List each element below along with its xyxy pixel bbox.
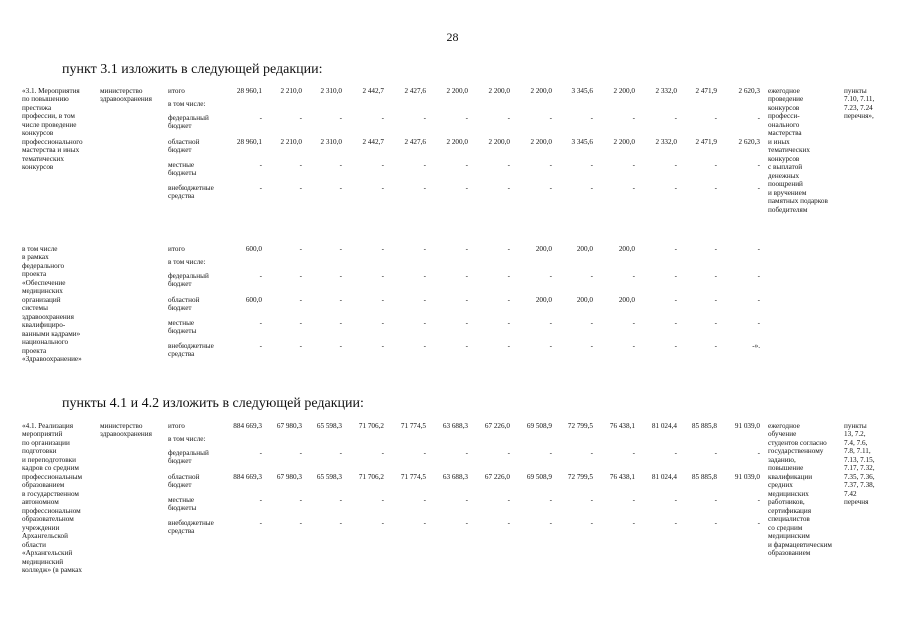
amount-cell: -: [465, 296, 468, 304]
amount-cell: 2 471,9: [695, 87, 717, 95]
funding-source: местные бюджеты: [168, 161, 197, 178]
amount-cell: 67 226,0: [484, 473, 510, 481]
amount-cell: 71 774,5: [400, 422, 426, 430]
amount-cell: -: [465, 245, 468, 253]
amount-cell: -: [590, 519, 593, 527]
amount-cell: 85 885,8: [691, 422, 717, 430]
amount-cell: 2 471,9: [695, 138, 717, 146]
funding-source: в том числе:: [168, 100, 206, 108]
amount-cell: -: [549, 319, 552, 327]
funding-source: в том числе:: [168, 258, 206, 266]
amount-cell: -: [339, 245, 342, 253]
amount-cell: -: [549, 272, 552, 280]
amount-cell: -: [757, 161, 760, 169]
amount-cell: -: [339, 449, 342, 457]
amount-cell: -: [299, 342, 302, 350]
funding-source: федеральный бюджет: [168, 272, 209, 289]
amount-cell: -: [549, 496, 552, 504]
table-row: [22, 342, 902, 366]
amount-cell: -: [674, 114, 677, 122]
amount-cell: -: [507, 245, 510, 253]
amount-cell: -: [423, 161, 426, 169]
amount-cell: -: [632, 496, 635, 504]
table-row: [22, 319, 902, 343]
amount-cell: -: [674, 319, 677, 327]
amount-cell: -: [299, 296, 302, 304]
table-row: [22, 496, 902, 520]
executor: министерство здравоохранения: [100, 422, 152, 439]
amount-cell: 200,0: [535, 245, 552, 253]
amount-cell: 91 039,0: [734, 473, 760, 481]
amount-cell: 2 427,6: [404, 87, 426, 95]
amount-cell: -: [465, 342, 468, 350]
amount-cell: -: [549, 519, 552, 527]
amount-cell: -: [507, 449, 510, 457]
amount-cell: -: [632, 272, 635, 280]
amount-cell: 2 200,0: [488, 138, 510, 146]
amount-cell: -: [632, 449, 635, 457]
amount-cell: -: [259, 449, 262, 457]
amount-cell: -: [465, 496, 468, 504]
section-heading-4-1: пункты 4.1 и 4.2 изложить в следующей редакции:: [62, 396, 364, 411]
amount-cell: -: [339, 296, 342, 304]
executor: министерство здравоохранения: [100, 87, 152, 104]
amount-cell: 28 960,1: [236, 87, 262, 95]
amount-cell: -: [549, 342, 552, 350]
amount-cell: -: [507, 184, 510, 192]
amount-cell: -: [590, 272, 593, 280]
amount-cell: -: [549, 449, 552, 457]
amount-cell: -: [339, 272, 342, 280]
amount-cell: 63 688,3: [442, 473, 468, 481]
funding-source: в том числе:: [168, 435, 206, 443]
amount-cell: 2 200,0: [613, 87, 635, 95]
table-row: [22, 473, 902, 497]
funding-source: областной бюджет: [168, 296, 200, 313]
amount-cell: -: [299, 319, 302, 327]
expected-result: ежегодное проведение конкурсов професси- онального мастерства и иных тематических конкурсов с выплатой денежных поощрений и вручением памятных подарков победителям: [768, 87, 828, 214]
amount-cell: -: [299, 114, 302, 122]
activity-name: «4.1. Реализация мероприятий по организации подготовки и переподготовки кадров со средним профессиональным образованием в государственном автономном профессиональном образовательном учреждении Архангельской области «Архангельский медицинский колледж» (в рамках: [22, 422, 83, 575]
amount-cell: -: [590, 161, 593, 169]
amount-cell: -: [381, 519, 384, 527]
amount-cell: 67 980,3: [276, 473, 302, 481]
amount-cell: -: [259, 496, 262, 504]
amount-cell: 884 669,3: [233, 422, 262, 430]
amount-cell: 76 438,1: [609, 473, 635, 481]
table-row: [22, 184, 902, 208]
amount-cell: -: [590, 319, 593, 327]
amount-cell: -: [674, 496, 677, 504]
amount-cell: -: [714, 272, 717, 280]
funding-source: итого: [168, 87, 185, 95]
funding-source: федеральный бюджет: [168, 449, 209, 466]
amount-cell: 200,0: [618, 296, 635, 304]
amount-cell: 72 799,5: [567, 473, 593, 481]
amount-cell: -: [757, 184, 760, 192]
amount-cell: 600,0: [245, 296, 262, 304]
amount-cell: -: [299, 161, 302, 169]
amount-cell: 3 345,6: [571, 87, 593, 95]
amount-cell: -: [381, 161, 384, 169]
page-number: 28: [446, 30, 459, 44]
amount-cell: -: [632, 342, 635, 350]
amount-cell: -: [339, 342, 342, 350]
amount-cell: -: [674, 272, 677, 280]
reference: пункты 7.10, 7.11, 7.23, 7.24 перечня»,: [844, 87, 875, 121]
amount-cell: -: [299, 184, 302, 192]
amount-cell: -: [423, 272, 426, 280]
amount-cell: -: [299, 449, 302, 457]
table-row: [22, 272, 902, 296]
amount-cell: -: [590, 449, 593, 457]
funding-source: внебюджетные средства: [168, 519, 214, 536]
amount-cell: -: [507, 114, 510, 122]
amount-cell: -».: [752, 342, 760, 350]
amount-cell: 2 200,0: [488, 87, 510, 95]
amount-cell: -: [423, 519, 426, 527]
amount-cell: -: [674, 342, 677, 350]
amount-cell: 2 210,0: [280, 87, 302, 95]
funding-source: внебюджетные средства: [168, 184, 214, 201]
amount-cell: -: [423, 342, 426, 350]
amount-cell: -: [381, 319, 384, 327]
amount-cell: -: [757, 519, 760, 527]
amount-cell: -: [674, 245, 677, 253]
amount-cell: 2 310,0: [320, 87, 342, 95]
amount-cell: -: [757, 272, 760, 280]
amount-cell: -: [423, 114, 426, 122]
amount-cell: 2 442,7: [362, 138, 384, 146]
reference: пункты 13, 7.2, 7.4, 7.6, 7.8, 7.11, 7.13, 7.15, 7.17, 7.32, 7.35, 7.36, 7.37, 7.38, 7.42 перечня: [844, 422, 875, 507]
amount-cell: -: [259, 184, 262, 192]
amount-cell: -: [339, 519, 342, 527]
amount-cell: -: [423, 296, 426, 304]
amount-cell: -: [507, 319, 510, 327]
amount-cell: 2 442,7: [362, 87, 384, 95]
amount-cell: 67 226,0: [484, 422, 510, 430]
amount-cell: 2 210,0: [280, 138, 302, 146]
funding-source: внебюджетные средства: [168, 342, 214, 359]
amount-cell: 2 200,0: [446, 138, 468, 146]
amount-cell: 2 332,0: [655, 138, 677, 146]
amount-cell: -: [632, 519, 635, 527]
amount-cell: -: [465, 449, 468, 457]
expected-result: ежегодное обучение студентов согласно государственному заданию, повышение квалификации средних медицинских работников, сертификация специалистов со средним медицинским и фармацевтическим образованием: [768, 422, 832, 558]
amount-cell: -: [259, 519, 262, 527]
amount-cell: -: [590, 184, 593, 192]
funding-source: областной бюджет: [168, 473, 200, 490]
amount-cell: -: [549, 184, 552, 192]
amount-cell: -: [465, 161, 468, 169]
amount-cell: 600,0: [245, 245, 262, 253]
amount-cell: -: [632, 114, 635, 122]
amount-cell: -: [259, 114, 262, 122]
table-row: [22, 161, 902, 185]
amount-cell: -: [714, 245, 717, 253]
amount-cell: 85 885,8: [691, 473, 717, 481]
amount-cell: -: [259, 319, 262, 327]
table-row: [22, 114, 902, 138]
amount-cell: -: [757, 496, 760, 504]
amount-cell: -: [632, 161, 635, 169]
amount-cell: 200,0: [618, 245, 635, 253]
amount-cell: -: [757, 245, 760, 253]
amount-cell: -: [549, 114, 552, 122]
amount-cell: -: [757, 296, 760, 304]
amount-cell: -: [757, 114, 760, 122]
amount-cell: -: [632, 184, 635, 192]
amount-cell: -: [299, 272, 302, 280]
amount-cell: 2 310,0: [320, 138, 342, 146]
amount-cell: -: [714, 184, 717, 192]
amount-cell: -: [714, 342, 717, 350]
amount-cell: 2 332,0: [655, 87, 677, 95]
amount-cell: 28 960,1: [236, 138, 262, 146]
amount-cell: 2 200,0: [613, 138, 635, 146]
amount-cell: -: [507, 296, 510, 304]
amount-cell: -: [714, 519, 717, 527]
amount-cell: -: [590, 114, 593, 122]
amount-cell: -: [674, 184, 677, 192]
amount-cell: -: [507, 496, 510, 504]
amount-cell: -: [259, 161, 262, 169]
amount-cell: 69 508,9: [526, 422, 552, 430]
amount-cell: -: [507, 342, 510, 350]
amount-cell: -: [465, 114, 468, 122]
amount-cell: -: [381, 449, 384, 457]
amount-cell: -: [381, 272, 384, 280]
amount-cell: 72 799,5: [567, 422, 593, 430]
amount-cell: 2 620,3: [738, 138, 760, 146]
table-row: [22, 449, 902, 473]
amount-cell: 71 706,2: [358, 422, 384, 430]
amount-cell: -: [757, 319, 760, 327]
amount-cell: -: [381, 496, 384, 504]
amount-cell: -: [507, 519, 510, 527]
amount-cell: 65 598,3: [316, 473, 342, 481]
amount-cell: -: [714, 114, 717, 122]
amount-cell: -: [423, 449, 426, 457]
amount-cell: 81 024,4: [651, 422, 677, 430]
amount-cell: -: [423, 184, 426, 192]
amount-cell: 884 669,3: [233, 473, 262, 481]
table-row: [22, 519, 902, 543]
amount-cell: -: [423, 245, 426, 253]
amount-cell: -: [465, 319, 468, 327]
amount-cell: -: [339, 161, 342, 169]
amount-cell: -: [299, 496, 302, 504]
amount-cell: -: [674, 449, 677, 457]
amount-cell: -: [423, 319, 426, 327]
amount-cell: 81 024,4: [651, 473, 677, 481]
amount-cell: 2 200,0: [446, 87, 468, 95]
amount-cell: -: [381, 114, 384, 122]
amount-cell: -: [590, 496, 593, 504]
amount-cell: 3 345,6: [571, 138, 593, 146]
activity-name: «3.1. Мероприятия по повышению престижа профессии, в том числе проведение конкурсов профессионального мастерства и иных тематических конкурсов: [22, 87, 83, 172]
funding-source: федеральный бюджет: [168, 114, 209, 131]
amount-cell: -: [299, 519, 302, 527]
amount-cell: -: [674, 519, 677, 527]
amount-cell: 2 200,0: [530, 87, 552, 95]
amount-cell: -: [339, 319, 342, 327]
amount-cell: -: [339, 184, 342, 192]
amount-cell: -: [259, 272, 262, 280]
table-row: [22, 296, 902, 320]
amount-cell: -: [714, 496, 717, 504]
amount-cell: -: [507, 272, 510, 280]
amount-cell: -: [465, 184, 468, 192]
funding-source: местные бюджеты: [168, 319, 197, 336]
amount-cell: -: [299, 245, 302, 253]
amount-cell: -: [339, 496, 342, 504]
amount-cell: -: [423, 496, 426, 504]
amount-cell: 76 438,1: [609, 422, 635, 430]
table-row: [22, 138, 902, 162]
amount-cell: -: [632, 319, 635, 327]
funding-source: областной бюджет: [168, 138, 200, 155]
amount-cell: 200,0: [576, 296, 593, 304]
amount-cell: -: [339, 114, 342, 122]
amount-cell: 2 200,0: [530, 138, 552, 146]
amount-cell: -: [381, 245, 384, 253]
amount-cell: -: [674, 296, 677, 304]
amount-cell: -: [714, 296, 717, 304]
amount-cell: -: [259, 342, 262, 350]
amount-cell: 65 598,3: [316, 422, 342, 430]
amount-cell: 2 620,3: [738, 87, 760, 95]
amount-cell: -: [714, 449, 717, 457]
funding-source: местные бюджеты: [168, 496, 197, 513]
activity-name: в том числе в рамках федерального проекта «Обеспечение медицинских организаций системы здравоохранения квалифициро- ванными кадрами» национального проекта «Здравоохранение»: [22, 245, 82, 364]
amount-cell: -: [590, 342, 593, 350]
amount-cell: -: [714, 319, 717, 327]
funding-source: итого: [168, 422, 185, 430]
amount-cell: 69 508,9: [526, 473, 552, 481]
amount-cell: -: [465, 272, 468, 280]
amount-cell: -: [381, 184, 384, 192]
amount-cell: 200,0: [576, 245, 593, 253]
amount-cell: -: [465, 519, 468, 527]
amount-cell: -: [381, 296, 384, 304]
section-heading-3-1: пункт 3.1 изложить в следующей редакции:: [62, 62, 323, 77]
amount-cell: 67 980,3: [276, 422, 302, 430]
amount-cell: 200,0: [535, 296, 552, 304]
amount-cell: -: [674, 161, 677, 169]
amount-cell: -: [381, 342, 384, 350]
amount-cell: 63 688,3: [442, 422, 468, 430]
amount-cell: -: [507, 161, 510, 169]
amount-cell: -: [714, 161, 717, 169]
amount-cell: 91 039,0: [734, 422, 760, 430]
amount-cell: -: [757, 449, 760, 457]
amount-cell: 71 706,2: [358, 473, 384, 481]
amount-cell: -: [549, 161, 552, 169]
amount-cell: 2 427,6: [404, 138, 426, 146]
amount-cell: 71 774,5: [400, 473, 426, 481]
funding-source: итого: [168, 245, 185, 253]
